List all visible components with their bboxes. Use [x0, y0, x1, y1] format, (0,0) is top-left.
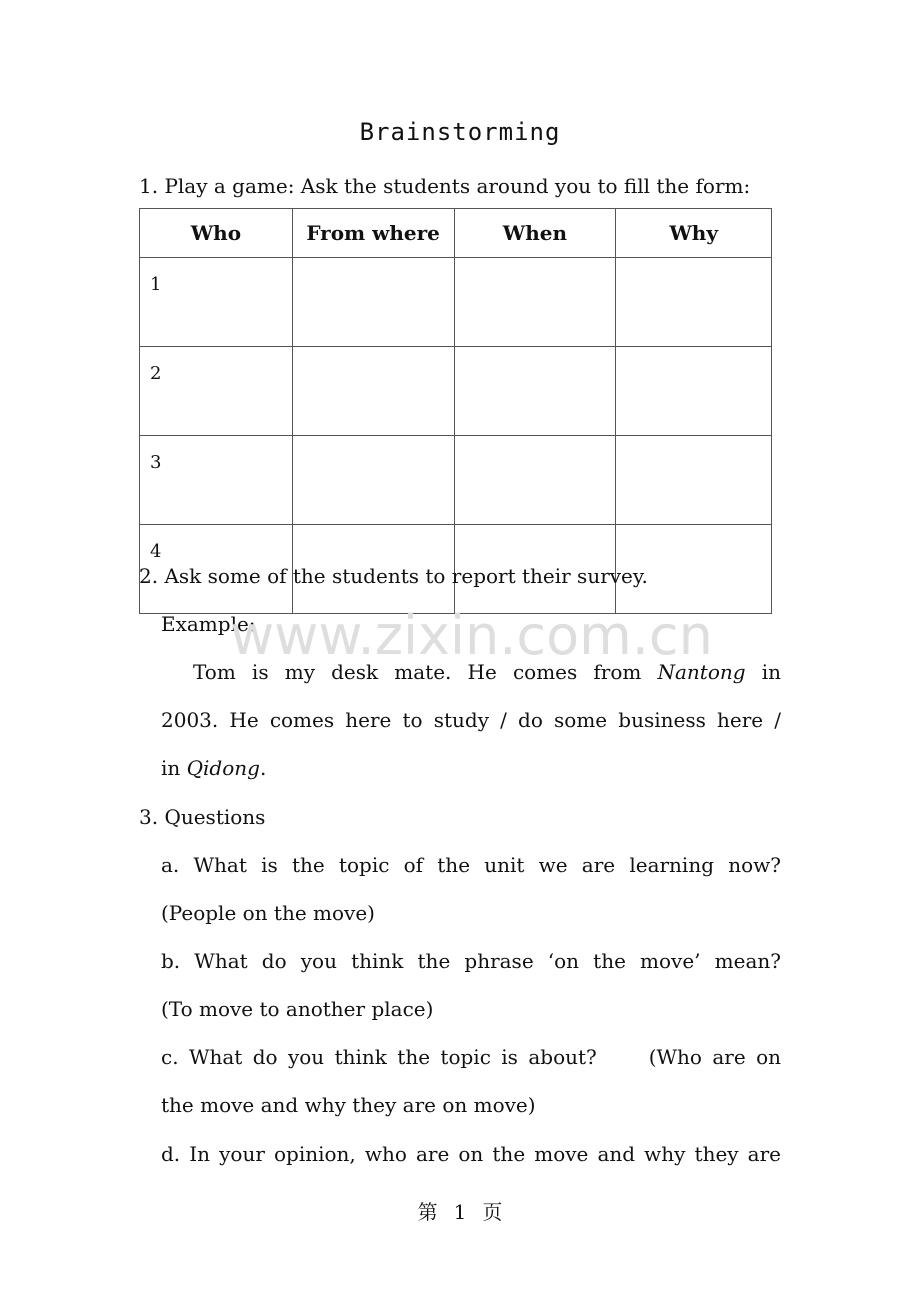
footer-prefix: 第 [417, 1200, 438, 1224]
answer-a: (People on the move) [161, 901, 375, 925]
header-from-where: From where [292, 209, 454, 258]
table-row [140, 347, 772, 436]
page-title: Brainstorming [359, 118, 561, 146]
blank-cell[interactable] [616, 258, 772, 347]
header-who: Who [140, 209, 293, 258]
place-nantong: Nantong [657, 660, 746, 684]
blank-cell[interactable] [292, 436, 454, 525]
table-row [140, 258, 772, 347]
header-why: Why [616, 209, 772, 258]
example-line-1-end: in [761, 660, 781, 684]
question-d: d. In your opinion, who are on the move and why they are [161, 1142, 781, 1166]
watermark: www.zixin.com.cn [230, 604, 713, 667]
question-a: a. What is the topic of the unit we are learning now? [161, 853, 781, 877]
example-line-1 [193, 660, 781, 684]
page-footer [0, 1196, 920, 1225]
place-qidong: Qidong [186, 756, 260, 780]
section-3-heading: 3. Questions [139, 805, 266, 829]
blank-cell[interactable] [454, 347, 616, 436]
table-row [140, 436, 772, 525]
answer-c: the move and why they are on move) [161, 1093, 536, 1117]
blank-cell[interactable] [454, 436, 616, 525]
question-c: c. What do you think the topic is about? (Who are on [161, 1045, 781, 1069]
blank-cell[interactable] [292, 347, 454, 436]
example-line-3 [161, 756, 266, 780]
row-number: 3 [140, 436, 293, 525]
header-when: When [454, 209, 616, 258]
blank-cell[interactable] [616, 347, 772, 436]
example-label: Example: [161, 612, 256, 636]
example-line-3-end: . [259, 756, 267, 780]
row-number: 1 [140, 258, 293, 347]
example-line-1-text: Tom is my desk mate. He comes from [193, 660, 642, 684]
section-1-text: . Play a game: Ask the students around you to fill the form: [151, 174, 751, 198]
answer-b: (To move to another place) [161, 997, 434, 1021]
survey-form-table [139, 208, 772, 614]
section-2-heading: 2. Ask some of the students to report their survey. [139, 564, 648, 588]
table-header-row [140, 209, 772, 258]
row-number: 2 [140, 347, 293, 436]
blank-cell[interactable] [616, 436, 772, 525]
question-b: b. What do you think the phrase ‘on the move’ mean? [161, 949, 781, 973]
page-number: 1 [453, 1200, 467, 1224]
blank-cell[interactable] [292, 258, 454, 347]
example-line-2: 2003. He comes here to study / do some business here / [161, 708, 781, 732]
section-1-number: 1 [139, 174, 152, 198]
section-1-heading [139, 174, 750, 198]
row-number: 4 [140, 525, 293, 614]
example-line-3-text: in [161, 756, 181, 780]
blank-cell[interactable] [454, 258, 616, 347]
footer-suffix: 页 [482, 1200, 503, 1224]
